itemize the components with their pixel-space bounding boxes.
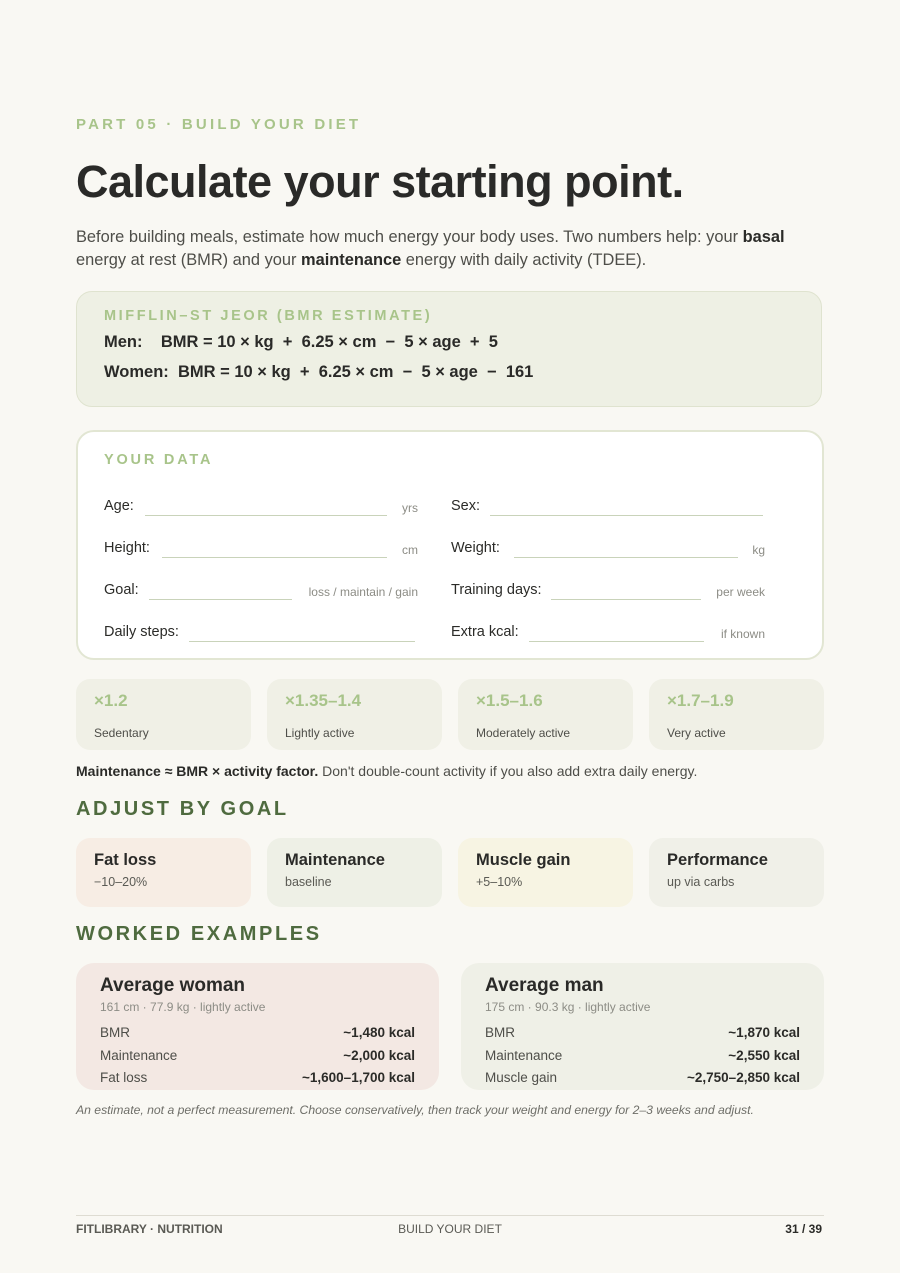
example-row — [100, 1025, 415, 1043]
example-row-value: ~1,870 kcal — [728, 1025, 800, 1040]
field-goal[interactable] — [104, 582, 418, 606]
example-row-key: Maintenance — [100, 1048, 178, 1063]
field-sex[interactable] — [451, 498, 763, 522]
field-label: Height: — [104, 540, 150, 556]
goal-sub: baseline — [285, 875, 332, 889]
goal-title: Muscle gain — [476, 851, 571, 869]
activity-factor-card — [76, 679, 251, 750]
age-input-line[interactable] — [145, 515, 387, 516]
activity-factor-value: ×1.5–1.6 — [476, 691, 543, 710]
footer-divider — [76, 1215, 824, 1216]
activity-factor-card — [267, 679, 442, 750]
disclaimer: An estimate, not a perfect measurement. Choose conservatively, then track your weight and energy for 2–3 weeks and adjust. — [76, 1103, 754, 1117]
example-row-key: BMR — [485, 1025, 515, 1040]
field-unit: if known — [720, 627, 765, 641]
field-unit: loss / maintain / gain — [308, 585, 418, 599]
activity-factor-desc: Moderately active — [476, 726, 571, 740]
activity-factor-value: ×1.7–1.9 — [667, 691, 734, 710]
goal-sub: −10–20% — [94, 875, 148, 889]
example-row-key: Maintenance — [485, 1048, 563, 1063]
field-extra-kcal[interactable] — [451, 624, 765, 648]
formula-card — [76, 291, 822, 407]
activity-factor-desc: Sedentary — [94, 726, 149, 740]
field-unit: cm — [402, 543, 418, 557]
sex-input-line[interactable] — [490, 515, 763, 516]
field-label: Goal: — [104, 582, 139, 598]
example-row-value: ~2,750–2,850 kcal — [687, 1070, 800, 1085]
activity-factor-value: ×1.35–1.4 — [285, 691, 362, 710]
example-title: Average man — [485, 975, 604, 996]
formula-men: Men: BMR = 10 × kg + 6.25 × cm − 5 × age + 5 — [104, 333, 498, 351]
goal-sub: up via carbs — [667, 875, 735, 889]
your-data-label: YOUR DATA — [104, 452, 214, 468]
example-row — [100, 1048, 415, 1066]
height-input-line[interactable] — [162, 557, 387, 558]
activity-factor-desc: Lightly active — [285, 726, 355, 740]
example-card-woman — [76, 963, 439, 1090]
training-days-input-line[interactable] — [551, 599, 701, 600]
activity-factor-value: ×1.2 — [94, 691, 128, 710]
example-row — [485, 1048, 800, 1066]
goal-card-performance — [649, 838, 824, 907]
goal-sub: +5–10% — [476, 875, 523, 889]
daily-steps-input-line[interactable] — [189, 641, 415, 642]
page-number: 31 / 39 — [785, 1222, 822, 1236]
example-row-key: Muscle gain — [485, 1070, 558, 1085]
field-label: Daily steps: — [104, 624, 179, 640]
example-row-key: BMR — [100, 1025, 130, 1040]
example-title: Average woman — [100, 975, 246, 996]
worked-examples-heading: WORKED EXAMPLES — [76, 923, 322, 945]
formula-women: Women: BMR = 10 × kg + 6.25 × cm − 5 × age − 161 — [104, 363, 534, 381]
goal-input-line[interactable] — [149, 599, 292, 600]
footer-section: BUILD YOUR DIET — [398, 1222, 502, 1236]
example-row-value: ~1,480 kcal — [343, 1025, 415, 1040]
goal-title: Performance — [667, 851, 768, 869]
intro-paragraph: Before building meals, estimate how much energy your body uses. Two numbers help: your basal energy at rest (BMR) and your maintenance energy with daily activity (TDEE). — [76, 228, 785, 269]
example-row — [100, 1070, 415, 1088]
footer-brand: FITLIBRARY · NUTRITION — [76, 1222, 223, 1236]
field-weight[interactable] — [451, 540, 765, 564]
goal-card-muscle-gain — [458, 838, 633, 907]
activity-factor-card — [458, 679, 633, 750]
field-daily-steps[interactable] — [104, 624, 418, 648]
example-row — [485, 1070, 800, 1088]
field-label: Training days: — [451, 582, 542, 598]
example-row-key: Fat loss — [100, 1070, 148, 1085]
example-row-value: ~2,550 kcal — [728, 1048, 800, 1063]
section-kicker: PART 05 · BUILD YOUR DIET — [76, 116, 362, 133]
goal-title: Maintenance — [285, 851, 385, 869]
goal-card-maintenance — [267, 838, 442, 907]
adjust-by-goal-heading: ADJUST BY GOAL — [76, 798, 289, 820]
maintenance-note: Maintenance ≈ BMR × activity factor. Don't double-count activity if you also add extra daily energy. — [76, 763, 698, 779]
example-meta: 175 cm · 90.3 kg · lightly active — [485, 1000, 651, 1014]
example-card-man — [461, 963, 824, 1090]
goal-card-fat-loss — [76, 838, 251, 907]
example-row — [485, 1025, 800, 1043]
field-unit: kg — [752, 543, 765, 557]
your-data-card — [76, 430, 824, 660]
weight-input-line[interactable] — [514, 557, 738, 558]
example-meta: 161 cm · 77.9 kg · lightly active — [100, 1000, 266, 1014]
field-height[interactable] — [104, 540, 418, 564]
field-label: Weight: — [451, 540, 500, 556]
field-unit: yrs — [402, 501, 418, 515]
field-label: Age: — [104, 498, 134, 514]
field-training-days[interactable] — [451, 582, 765, 606]
field-age[interactable] — [104, 498, 418, 522]
extra-kcal-input-line[interactable] — [529, 641, 704, 642]
example-row-value: ~2,000 kcal — [343, 1048, 415, 1063]
page-title: Calculate your starting point. — [76, 156, 684, 207]
field-label: Extra kcal: — [451, 624, 519, 640]
example-row-value: ~1,600–1,700 kcal — [302, 1070, 415, 1085]
goal-title: Fat loss — [94, 851, 157, 869]
field-unit: per week — [716, 585, 765, 599]
field-label: Sex: — [451, 498, 481, 514]
formula-label: MIFFLIN–ST JEOR (BMR ESTIMATE) — [104, 308, 433, 324]
activity-factor-desc: Very active — [667, 726, 726, 740]
activity-factor-card — [649, 679, 824, 750]
